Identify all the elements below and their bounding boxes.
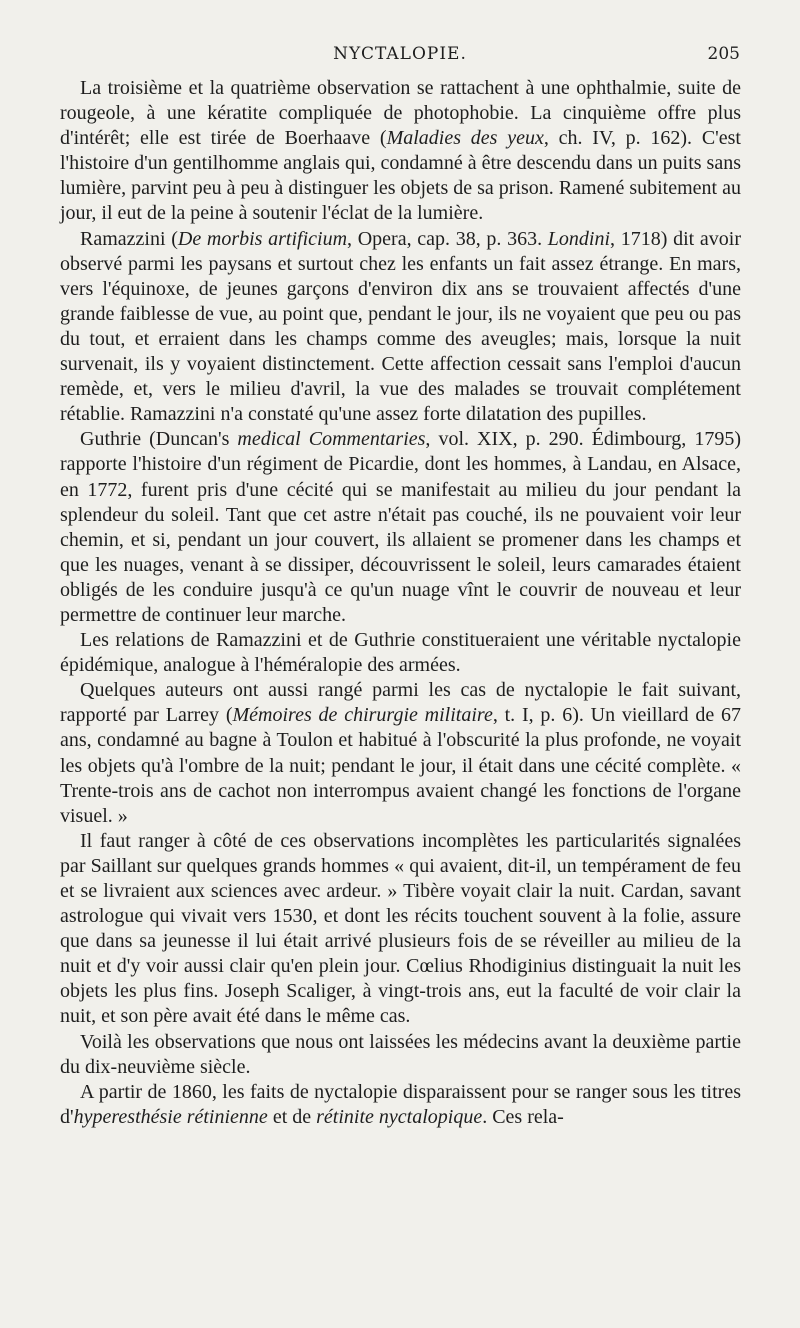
text-run: , t. I, p. 6). Un vieillard de 67 ans, condamné au bagne à Toulon et habitué à l'obscurité la plus profonde, ne voyait les objets qu'à l'ombre de la nuit; pendant le jour, il était dans une cécité complète. « Trente-trois ans de cachot non interrompus avaient changé les fonctions de l'organe visuel. » <box>60 704 741 827</box>
running-title: NYCTALOPIE. <box>333 44 467 64</box>
text-run: , ch. IV, p. 162). C'est l'histoire d'un gentilhomme anglais qui, condamné à être descendu dans un puits sans lumière, parvint peu à peu à distinguer les objets de sa prison. Ramené subitement au jour, il eut de la peine à soutenir l'éclat de la lumière. <box>60 127 741 225</box>
italic-title: medical Commentaries <box>237 428 426 451</box>
text-run: Guthrie (Duncan's <box>80 428 238 451</box>
text-run: La troisième et la quatrième observation se rattachent à une ophthalmie, suite de rougeole, à une kératite compliquée de photophobie. La cinquième offre plus d'intérêt; elle est tirée de Boerhaave ( <box>60 77 741 150</box>
italic-title: Londini <box>547 227 611 250</box>
running-header <box>60 44 740 72</box>
text-run: Voilà les observations que nous ont laissées les médecins avant la deuxième partie du dix-neuvième siècle. <box>60 1030 741 1078</box>
text-run: A partir de 1860, les faits de nyctalopie disparaissent pour se ranger sous les titres d' <box>60 1080 741 1128</box>
text-run: et de <box>267 1105 317 1128</box>
text-run: Quelques auteurs ont aussi rangé parmi les cas de nyctalopie le fait suivant, rapporté par Larrey ( <box>60 679 741 727</box>
paragraph-2 <box>60 227 741 428</box>
italic-title: De morbis artificium <box>177 227 348 250</box>
paragraph-1 <box>60 76 741 227</box>
italic-title: Maladies des yeux <box>386 127 544 150</box>
text-run: Les relations de Ramazzini et de Guthrie constitueraient une véritable nyctalopie épidémique, analogue à l'héméralopie des armées. <box>60 629 741 677</box>
body-text <box>60 76 741 1130</box>
text-run: , Opera, cap. 38, p. 363. <box>347 227 548 250</box>
text-run: Il faut ranger à côté de ces observations incomplètes les particularités signalées par Saillant sur quelques grands hommes « qui avaient, dit-il, un tempérament de feu et se livraient aux sciences avec ardeur. » Tibère voyait clair la nuit. Cardan, savant astrologue qui vivait vers 1530, et dont les récits touchent souvent à la folie, assure que dans sa jeunesse il lui était arrivé plusieurs fois de se réveiller au milieu de la nuit et d'y voir aussi clair qu'en plein jour. Cœlius Rhodiginius distinguait la nuit les objets les plus fins. Joseph Scaliger, à vingt-trois ans, eut la faculté de voir clair la nuit, et son père avait été dans le même cas. <box>60 829 741 1028</box>
page-number: 205 <box>707 44 740 64</box>
text-run: , 1718) dit avoir observé parmi les paysans et surtout chez les enfants un fait assez étrange. En mars, vers l'équinoxe, de jeunes garçons d'environ dix ans se trouvaient affectés d'une grande faiblesse de vue, au point que, pendant le jour, ils ne voyaient que peu ou pas du tout, et erraient dans les champs comme des aveugles; mais, lorsque la nuit survenait, ils y voyaient distinctement. Cette affection cessait sans l'emploi d'aucun remède, et, vers le milieu d'avril, la vue des malades se trouvait complétement rétablie. Ramazzini n'a constaté qu'une assez forte dilatation des pupilles. <box>60 227 741 426</box>
paragraph-3 <box>60 427 741 628</box>
paragraph-6 <box>60 829 741 1030</box>
italic-title: rétinite nyctalopique <box>316 1105 483 1128</box>
italic-title: hyperesthésie rétinienne <box>73 1105 268 1128</box>
paragraph-5 <box>60 678 741 829</box>
paragraph-4 <box>60 628 741 678</box>
paragraph-7 <box>60 1030 741 1080</box>
text-run: Ramazzini ( <box>80 227 178 250</box>
text-run: . Ces rela- <box>482 1105 564 1128</box>
italic-title: Mémoires de chirurgie militaire <box>232 704 493 727</box>
paragraph-8 <box>60 1080 741 1130</box>
text-run: , vol. XIX, p. 290. Édimbourg, 1795) rapporte l'histoire d'un régiment de Picardie, dont les hommes, à Landau, en Alsace, en 1772, furent pris d'une cécité qui se manifestait au milieu du jour pendant la splendeur du soleil. Tant que cet astre n'était pas couché, ils ne pouvaient voir leur chemin, et si, pendant un jour couvert, ils allaient se promener dans les champs et que les nuages, venant à se dissiper, découvrissent le soleil, leurs camarades étaient obligés de les conduire jusqu'à ce qu'un nuage vînt le couvrir de nouveau et leur permettre de continuer leur marche. <box>60 428 741 626</box>
